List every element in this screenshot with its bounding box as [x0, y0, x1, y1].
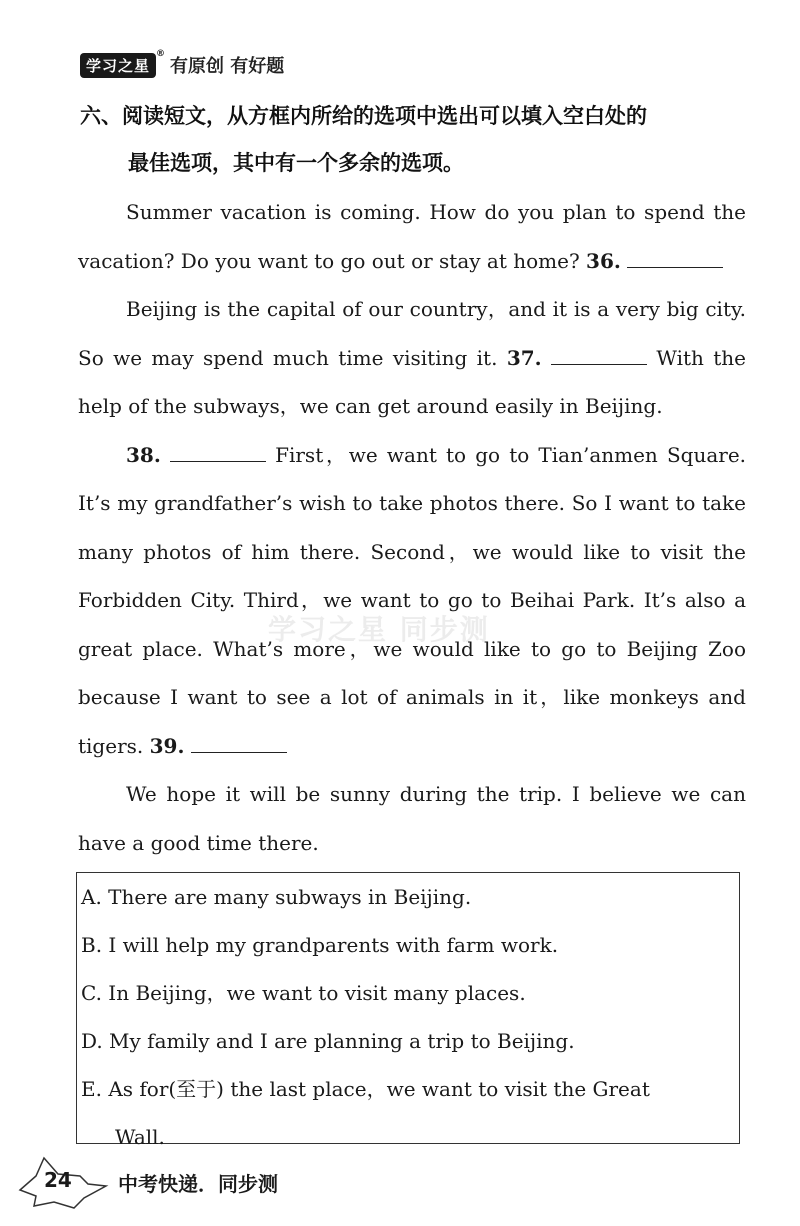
- paragraph-2-text-end: With the help of the subways，we can get around easily in Beijing.: [78, 345, 747, 418]
- option-b: B. I will help my grandparents with farm work.: [81, 933, 559, 957]
- footer-title: 中考快递．同步测: [118, 1172, 278, 1196]
- header: [80, 50, 284, 80]
- options-box: [76, 872, 740, 1149]
- option-c: C. In Beijing，we want to visit many places.: [81, 981, 526, 1005]
- paragraph-2: [78, 285, 746, 431]
- paragraph-1-text: Summer vacation is coming. How do you plan to spend the vacation? Do you want to go out or stay at home?: [78, 200, 746, 273]
- question-37-number: 37.: [506, 345, 542, 370]
- option-d: D. My family and I are planning a trip to Beijing.: [81, 1029, 575, 1053]
- page-footer: [14, 1150, 334, 1210]
- question-36-number: 36.: [586, 248, 621, 273]
- option-e-continued: Wall.: [115, 1125, 165, 1149]
- brand-logo: 学习之星 ®: [80, 53, 156, 78]
- section-title-line-1: 六、阅读短文，从方框内所给的选项中选出可以填入空白处的: [80, 104, 647, 128]
- watermark: 学习之星 同步测: [268, 613, 490, 646]
- option-e: E. As for(至于) the last place，we want to visit the Great: [81, 1077, 650, 1101]
- question-39-number: 39.: [149, 733, 185, 758]
- reading-passage: [78, 188, 746, 867]
- blank-38[interactable]: [170, 441, 266, 462]
- paragraph-4: We hope it will be sunny during the trip. I believe we can have a good time there.: [78, 782, 746, 855]
- paragraph-2-text: Beijing is the capital of our country，and it is a very big city. So we may spend much time visiting it.: [78, 297, 746, 370]
- paragraph-3: [78, 431, 746, 771]
- paragraph-3-text: First，we want to go to Tian’anmen Square. It’s my grandfather’s wish to take photos there. So I want to take many photos of him there. Second，we would like to visit the Forbidden City. Third，we want to go to Beihai Park. It’s also a great place. What’s more，we would like to go to Beijing Zoo because I want to see a lot of animals in it，like monkeys and tigers.: [78, 442, 747, 758]
- option-a: A. There are many subways in Beijing.: [81, 885, 472, 909]
- blank-36[interactable]: [627, 247, 723, 268]
- question-38-number: 38.: [126, 442, 161, 467]
- blank-39[interactable]: [191, 732, 287, 753]
- paragraph-1: [78, 188, 746, 285]
- header-slogan: 有原创 有好题: [170, 56, 285, 77]
- section-title-line-2: 最佳选项，其中有一个多余的选项。: [128, 151, 464, 175]
- blank-37[interactable]: [551, 344, 647, 365]
- page-number: 24: [44, 1168, 72, 1192]
